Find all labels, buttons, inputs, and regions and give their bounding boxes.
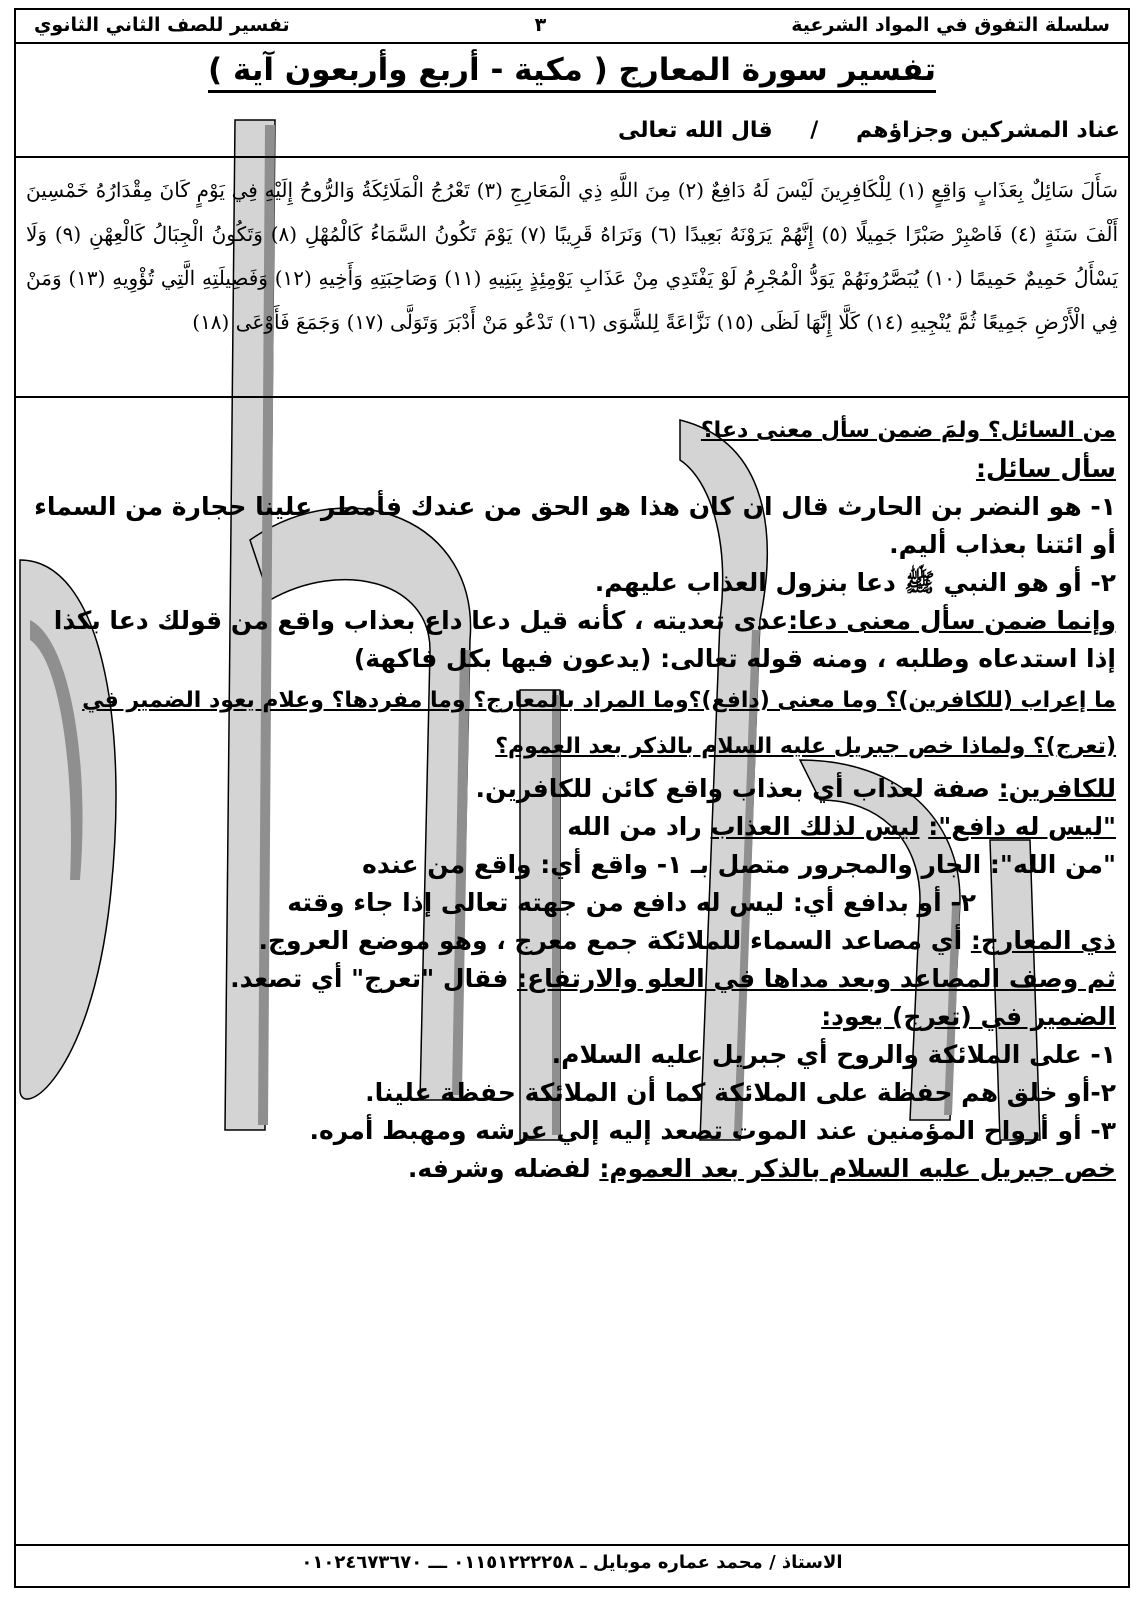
answer-2-8: ١- على الملائكة والروح أي جبريل عليه السلام. (551, 1040, 1116, 1069)
answer-2-6: ثم وصف المصاعد وبعد مداها في العلو والارتفاع: فقال "تعرج" أي تصعد. (230, 964, 1116, 993)
verses-divider (14, 396, 1130, 398)
frame-bottom-border (14, 1586, 1130, 1588)
grade-title: تفسير للصف الثاني الثانوي (34, 14, 290, 36)
page-title: تفسير سورة المعارج ( مكية - أربع وأربعون آية ) (0, 52, 1144, 88)
page-header (20, 8, 1124, 42)
answer-1-1: ١- هو النضر بن الحارث قال ان كان هذا هو الحق من عندك فأمطر علينا حجارة من السماء أو ائتنا بعذاب أليم. (34, 492, 1116, 559)
answer-2-11: خص جبريل عليه السلام بالذكر بعد العموم: لفضله وشرفه. (407, 1154, 1116, 1183)
answer-2-3: "من الله": الجار والمجرور متصل بـ ١- واقع أي: واقع من عنده (362, 850, 1116, 879)
frame-left-border (14, 8, 16, 1586)
section-intro: قال الله تعالى (617, 118, 773, 143)
series-title: سلسلة التفوق في المواد الشرعية (791, 14, 1110, 36)
question-2: ما إعراب (للكافرين)؟ وما معنى (دافع)؟وما المراد بالمعارج؟ وما مفردها؟ وعلام يعود الضمير في (تعرج)؟ ولماذا خص جبريل عليه السلام بالذكر بعد العموم؟ (82, 688, 1116, 759)
question-1: من السائل؟ ولمَ ضمن سأل معنى دعا؟ (700, 418, 1116, 443)
section-separator: / (810, 118, 819, 143)
answer-2-4: ٢- أو بدافع أي: ليس له دافع من جهته تعالى إذا جاء وقته (287, 888, 976, 917)
section-topic: عناد المشركين وجزاؤهم (855, 118, 1120, 143)
answer-1-2: ٢- أو هو النبي ﷺ دعا بنزول العذاب عليهم. (594, 568, 1116, 597)
section-divider (14, 156, 1130, 158)
answer-2-2: "ليس له دافع": ليس لذلك العذاب راد من الله (567, 812, 1116, 841)
answer-2-5: ذي المعارج: أي مصاعد السماء للملائكة جمع معرج ، وهو موضع العروج. (258, 926, 1116, 955)
quran-verses: سَأَلَ سَائِلٌ بِعَذَابٍ وَاقِعٍ (١) لِلْكَافِرِينَ لَيْسَ لَهُ دَافِعٌ (٢) مِنَ اللَّهِ ذِي الْمَعَارِجِ (٣) تَعْرُجُ الْمَلَائِكَةُ وَالرُّوحُ إِلَيْهِ فِي يَوْمٍ كَانَ مِقْدَارُهُ خَمْسِينَ أَلْفَ سَنَةٍ (٤) فَاصْبِرْ صَبْرًا جَمِيلًا (٥) إِنَّهُمْ يَرَوْنَهُ بَعِيدًا (٦) وَنَرَاهُ قَرِيبًا (٧) يَوْمَ تَكُونُ السَّمَاءُ كَالْمُهْلِ (٨) وَتَكُونُ الْجِبَالُ كَالْعِهْنِ (٩) وَلَا يَسْأَلُ حَمِيمٌ حَمِيمًا (١٠) يُبَصَّرُونَهُمْ يَوَدُّ الْمُجْرِمُ لَوْ يَفْتَدِي مِنْ عَذَابِ يَوْمِئِذٍ بِبَنِيهِ (١١) وَصَاحِبَتِهِ وَأَخِيهِ (١٢) وَفَصِيلَتِهِ الَّتِي تُؤْوِيهِ (١٣) وَمَنْ فِي الْأَرْضِ جَمِيعًا ثُمَّ يُنْجِيهِ (١٤) كَلَّا إِنَّهَا لَظَى (١٥) نَزَّاعَةً لِلشَّوَى (١٦) تَدْعُو مَنْ أَدْبَرَ وَتَوَلَّى (١٧) وَجَمَعَ فَأَوْعَى (١٨) (26, 178, 1119, 334)
answer-2-9: ٢-أو خلق هم حفظة على الملائكة كما أن الملائكة حفظة علينا. (365, 1078, 1116, 1107)
header-divider (14, 42, 1130, 44)
explanation-body (26, 412, 1116, 1188)
answer-2-1: للكافرين: صفة لعذاب أي بعذاب واقع كائن للكافرين. (475, 774, 1116, 803)
question-1-heading: سأل سائل: (975, 454, 1116, 483)
page-number: ٣ (534, 14, 547, 36)
page-footer: الاستاذ / محمد عماره موبايل ـ ٠١١٥١٢٢٢٢٥٨ ـــ ٠١٠٢٤٦٧٣٦٧٠ (301, 1552, 843, 1573)
frame-right-border (1128, 8, 1130, 1586)
answer-2-10: ٣- أو أرواح المؤمنين عند الموت تصعد إليه إلي عرشه ومهبط أمره. (309, 1116, 1116, 1145)
section-heading (618, 118, 1120, 143)
footer-divider (14, 1544, 1130, 1546)
answer-2-7: الضمير في (تعرج) يعود: (821, 1002, 1116, 1031)
answer-1-3: وإنما ضمن سأل معنى دعا:عدى تعديته ، كأنه قيل دعا داع بعذاب واقع من قولك دعا بكذا إذا استدعاه وطلبه ، ومنه قوله تعالى: (يدعون فيها بكل فاكهة) (53, 606, 1116, 673)
